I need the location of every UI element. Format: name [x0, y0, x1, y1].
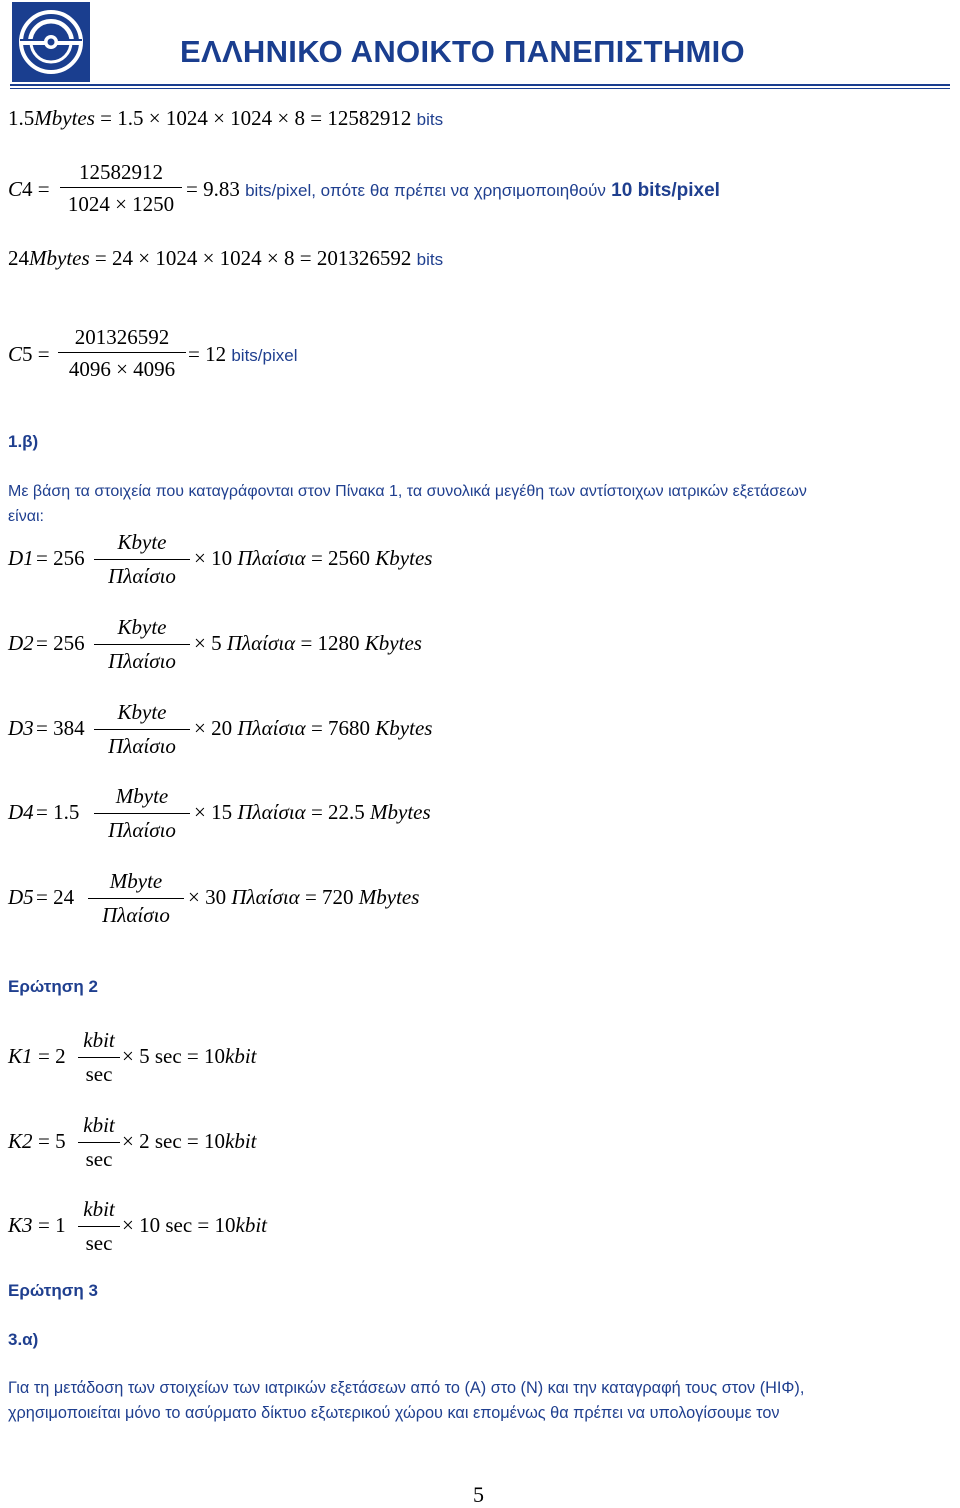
fraction-numerator: Kbyte — [117, 530, 167, 554]
d-equation-rhs: × 30 Πλαίσια = 720 Mbytes — [188, 885, 420, 909]
k-equation-fraction — [78, 1197, 120, 1255]
equation-24mbytes: 24Mbytes = 24 × 1024 × 1024 × 8 = 201326592 bits — [8, 246, 444, 270]
fraction-bar — [60, 187, 182, 188]
fraction-bar — [78, 1057, 120, 1058]
intro-line-2: είναι: — [8, 508, 44, 525]
c4-result: = 9.83 bits/pixel, οπότε θα πρέπει να χρησιμοποιηθούν 10 bits/pixel — [186, 177, 720, 201]
fraction-bar — [78, 1226, 120, 1227]
fraction-numerator: Kbyte — [117, 615, 167, 639]
k-equation-rhs: × 10 sec = 10kbit — [122, 1213, 268, 1237]
fraction-numerator: Mbyte — [115, 784, 169, 808]
fraction-numerator: Kbyte — [117, 700, 167, 724]
fraction-bar — [94, 559, 190, 560]
c5-numerator: 201326592 — [74, 325, 170, 349]
fraction-bar — [94, 729, 190, 730]
paragraph-3-line-1: Για τη μετάδοση των στοιχείων των ιατρικών εξετάσεων από το (Α) στο (Ν) και την καταγραφή τους στον (ΗΙΦ), — [8, 1379, 805, 1397]
c5-denominator: 4096 × 4096 — [68, 357, 176, 381]
fraction-bar — [58, 352, 186, 353]
d-equation-fraction — [94, 530, 190, 590]
intro-line-1: Με βάση τα στοιχεία που καταγράφονται στον Πίνακα 1, τα συνολικά μεγέθη των αντίστοιχων ιατρικών εξετάσεων — [8, 483, 807, 500]
fraction-denominator: Πλαίσιο — [108, 818, 176, 842]
d-equation-eq: = 384 — [36, 716, 85, 740]
fraction-numerator: Mbyte — [109, 869, 163, 893]
d-equation-label: D3 — [8, 716, 34, 740]
fraction-numerator: kbit — [83, 1113, 115, 1137]
page-title: ΕΛΛΗΝΙΚΟ ΑΝΟΙΚΤΟ ΠΑΝΕΠΙΣΤΗΜΙΟ — [180, 34, 745, 69]
d-equation-eq: = 256 — [36, 546, 85, 570]
fraction-numerator: kbit — [83, 1028, 115, 1052]
d-equation-label: D2 — [8, 631, 34, 655]
k-equation-fraction — [78, 1113, 120, 1171]
fraction-denominator: sec — [85, 1147, 113, 1171]
c5-result: = 12 bits/pixel — [188, 342, 298, 366]
section-1b-heading: 1.β) — [8, 432, 39, 451]
fraction-bar — [94, 644, 190, 645]
d-equation-eq: = 256 — [36, 631, 85, 655]
fraction-denominator: sec — [85, 1062, 113, 1086]
header-rule-thin — [10, 88, 950, 89]
k-equation-rhs: × 2 sec = 10kbit — [122, 1129, 257, 1153]
fraction-bar — [78, 1142, 120, 1143]
fraction-denominator: Πλαίσιο — [108, 649, 176, 673]
d-equation-eq: = 24 — [36, 885, 75, 909]
c4-denominator: 1024 × 1250 — [67, 192, 175, 216]
fraction-denominator: Πλαίσιο — [108, 734, 176, 758]
fraction-denominator: Πλαίσιο — [102, 903, 170, 927]
d-equation-rhs: × 15 Πλαίσια = 22.5 Mbytes — [194, 800, 431, 824]
fraction-denominator: sec — [85, 1231, 113, 1255]
page-number: 5 — [473, 1482, 484, 1507]
c4-numerator: 12582912 — [79, 160, 163, 184]
d-equation-rhs: × 10 Πλαίσια = 2560 Kbytes — [194, 546, 433, 570]
section-3a-heading: 3.α) — [8, 1330, 39, 1349]
d-equation-rhs: × 20 Πλαίσια = 7680 Kbytes — [194, 716, 433, 740]
k-equation-label: K1 — [8, 1044, 33, 1068]
k-equation-eq: = 2 — [38, 1044, 66, 1068]
question-2-heading: Ερώτηση 2 — [8, 977, 98, 996]
k-equation-fraction — [78, 1028, 120, 1086]
equation-1-5mbytes: 1.5Mbytes = 1.5 × 1024 × 1024 × 8 = 12582912 bits — [8, 106, 444, 130]
k-equation-label: K3 — [8, 1213, 33, 1237]
university-logo — [12, 2, 90, 82]
fraction-numerator: kbit — [83, 1197, 115, 1221]
fraction-bar — [94, 813, 190, 814]
k-equation-eq: = 5 — [38, 1129, 66, 1153]
d-equation-label: D5 — [8, 885, 34, 909]
d-equation-rhs: × 5 Πλαίσια = 1280 Kbytes — [194, 631, 422, 655]
d-equation-label: D1 — [8, 546, 34, 570]
c5-fraction — [58, 325, 186, 383]
c4-label: C4 = — [8, 177, 50, 201]
d-equation-fraction — [94, 700, 190, 760]
k-equation-eq: = 1 — [38, 1213, 66, 1237]
d-equation-eq: = 1.5 — [36, 800, 80, 824]
c4-fraction — [60, 160, 182, 218]
d-equation-fraction — [94, 784, 190, 844]
c5-label: C5 = — [8, 342, 50, 366]
fraction-denominator: Πλαίσιο — [108, 564, 176, 588]
d-equation-label: D4 — [8, 800, 34, 824]
k-equation-label: K2 — [8, 1129, 33, 1153]
k-equation-rhs: × 5 sec = 10kbit — [122, 1044, 257, 1068]
d-equation-fraction — [88, 869, 184, 929]
header-rule — [10, 84, 950, 86]
paragraph-3-line-2: χρησιμοποιείται μόνο το ασύρματο δίκτυο εξωτερικού χώρου και επομένως θα πρέπει να υπολογίσουμε τον — [8, 1404, 780, 1422]
fraction-bar — [88, 898, 184, 899]
question-3-heading: Ερώτηση 3 — [8, 1281, 98, 1300]
d-equation-fraction — [94, 615, 190, 675]
